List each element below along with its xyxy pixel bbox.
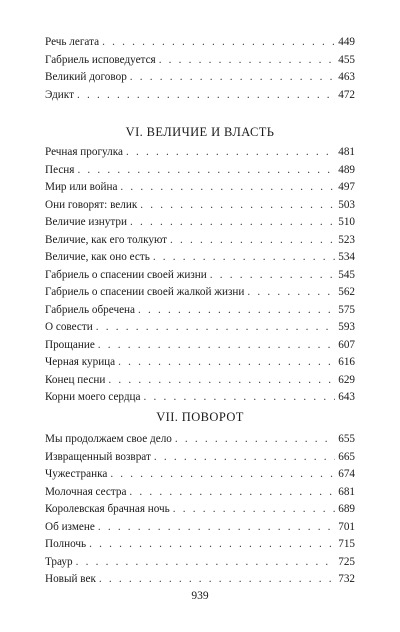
toc-entry-title: Корни моего сердца: [45, 391, 141, 403]
part-heading: VI. ВЕЛИЧИЕ И ВЛАСТЬ: [125, 125, 275, 139]
leader-dots: [210, 267, 335, 285]
leader-dots: [96, 319, 335, 337]
toc-entry-title: Черная курица: [45, 356, 116, 368]
leader-dots: [173, 501, 335, 519]
toc-entry: [45, 69, 355, 87]
toc-block-part-7: [45, 431, 355, 589]
toc-entry: [45, 179, 355, 197]
toc-entry-title: Габриель исповедуется: [45, 53, 156, 66]
toc-entry: [45, 389, 355, 407]
toc-entry-page: 674: [338, 468, 355, 480]
toc-entry-title: Мир или война: [45, 181, 118, 193]
toc-entry-title: Королевская брачная ночь: [45, 503, 170, 515]
toc-block-part-6: [45, 144, 355, 407]
toc-entry-title: Речная прогулка: [45, 146, 123, 158]
toc-entry-page: 715: [338, 538, 355, 550]
toc-entry-page: 575: [338, 303, 355, 316]
toc-entry-page: 510: [338, 216, 355, 228]
toc-entry: [45, 214, 355, 232]
toc-entry-page: 616: [338, 356, 355, 368]
toc-entry-page: 534: [338, 251, 355, 263]
toc-entry: [45, 302, 355, 320]
toc-entry-page: 629: [338, 373, 355, 386]
leader-dots: [118, 354, 335, 372]
toc-entry-page: 725: [338, 555, 355, 568]
toc-entry-page: 455: [338, 53, 355, 66]
toc-entry-title: Габриель о спасении своей жалкой жизни: [45, 286, 245, 298]
toc-entry-title: О совести: [45, 321, 93, 333]
toc-entry: [45, 536, 355, 554]
leader-dots: [99, 571, 335, 589]
part-heading: VII. ПОВОРОТ: [156, 410, 244, 424]
toc-entry: [45, 501, 355, 519]
leader-dots: [153, 249, 335, 267]
leader-dots: [170, 232, 335, 250]
toc-entry: [45, 449, 355, 467]
toc-entry-title: Величие, как его толкуют: [45, 233, 168, 246]
leader-dots: [77, 87, 335, 105]
leader-dots: [126, 144, 335, 162]
toc-entry-title: Они говорят: велик: [45, 198, 138, 211]
toc-entry: [45, 144, 355, 162]
toc-entry: [45, 319, 355, 337]
leader-dots: [138, 302, 335, 320]
toc-entry-title: Траур: [45, 555, 73, 568]
toc-entry: [45, 249, 355, 267]
toc-entry-title: Прощание: [45, 338, 95, 351]
leader-dots: [130, 69, 335, 87]
leader-dots: [154, 449, 335, 467]
toc-entry: [45, 431, 355, 449]
toc-entry-page: 497: [338, 181, 355, 193]
toc-entry-title: Песня: [45, 163, 75, 176]
toc-entry: [45, 466, 355, 484]
leader-dots: [76, 554, 336, 572]
leader-dots: [159, 52, 336, 70]
toc-entry: [45, 34, 355, 52]
leader-dots: [89, 536, 335, 554]
toc-entry-title: Великий договор: [45, 71, 127, 83]
leader-dots: [144, 389, 336, 407]
leader-dots: [129, 484, 335, 502]
toc-entry-title: Об измене: [45, 520, 95, 533]
toc-entry-title: Речь легата: [45, 36, 100, 48]
toc-entry-page: 481: [338, 146, 355, 158]
toc-entry-page: 449: [338, 36, 355, 48]
toc-entry-page: 681: [338, 485, 355, 498]
leader-dots: [98, 337, 335, 355]
toc-entry-page: 545: [338, 268, 355, 281]
toc-entry-title: Новый век: [45, 573, 96, 585]
toc-entry: [45, 162, 355, 180]
toc-entry: [45, 554, 355, 572]
leader-dots: [77, 162, 335, 180]
toc-entry-title: Мы продолжаем свое дело: [45, 433, 172, 445]
toc-entry-page: 643: [338, 391, 355, 403]
toc-entry-title: Полночь: [45, 538, 87, 550]
toc-entry-page: 593: [338, 321, 355, 333]
page-number: 939: [191, 590, 209, 602]
toc-entry-page: 607: [338, 338, 355, 351]
toc-entry-page: 463: [338, 71, 355, 83]
toc-entry-title: Габриель обречена: [45, 303, 135, 316]
leader-dots: [98, 519, 335, 537]
toc-entry-page: 655: [338, 433, 355, 445]
toc-entry: [45, 52, 355, 70]
toc-entry-title: Молочная сестра: [45, 485, 127, 498]
toc-entry: [45, 519, 355, 537]
leader-dots: [110, 466, 335, 484]
leader-dots: [102, 34, 335, 52]
toc-entry: [45, 571, 355, 589]
leader-dots: [130, 214, 335, 232]
toc-block-continued: [45, 34, 355, 104]
toc-entry-page: 472: [338, 88, 355, 101]
toc-entry: [45, 484, 355, 502]
toc-entry-title: Конец песни: [45, 373, 106, 386]
toc-entry: [45, 284, 355, 302]
toc-entry-title: Габриель о спасении своей жизни: [45, 268, 207, 281]
toc-entry-title: Извращенный возврат: [45, 450, 151, 463]
toc-entry: [45, 87, 355, 105]
toc-entry-page: 523: [338, 233, 355, 246]
leader-dots: [175, 431, 335, 449]
toc-entry-title: Чужестранка: [45, 468, 108, 480]
toc-entry-page: 665: [338, 450, 355, 463]
toc-entry-page: 689: [338, 503, 355, 515]
toc-entry-page: 489: [338, 163, 355, 176]
toc-entry: [45, 354, 355, 372]
leader-dots: [120, 179, 335, 197]
toc-entry: [45, 267, 355, 285]
toc-entry-page: 503: [338, 198, 355, 211]
toc-entry-page: 701: [338, 520, 355, 533]
toc-entry: [45, 232, 355, 250]
leader-dots: [140, 197, 335, 215]
toc-entry: [45, 197, 355, 215]
toc-entry-title: Величие, как оно есть: [45, 251, 150, 263]
toc-entry-page: 732: [338, 573, 355, 585]
toc-entry: [45, 372, 355, 390]
leader-dots: [247, 284, 335, 302]
toc-entry: [45, 337, 355, 355]
toc-entry-title: Величие изнутри: [45, 216, 127, 228]
toc-entry-page: 562: [338, 286, 355, 298]
leader-dots: [108, 372, 335, 390]
toc-entry-title: Эдикт: [45, 88, 74, 101]
